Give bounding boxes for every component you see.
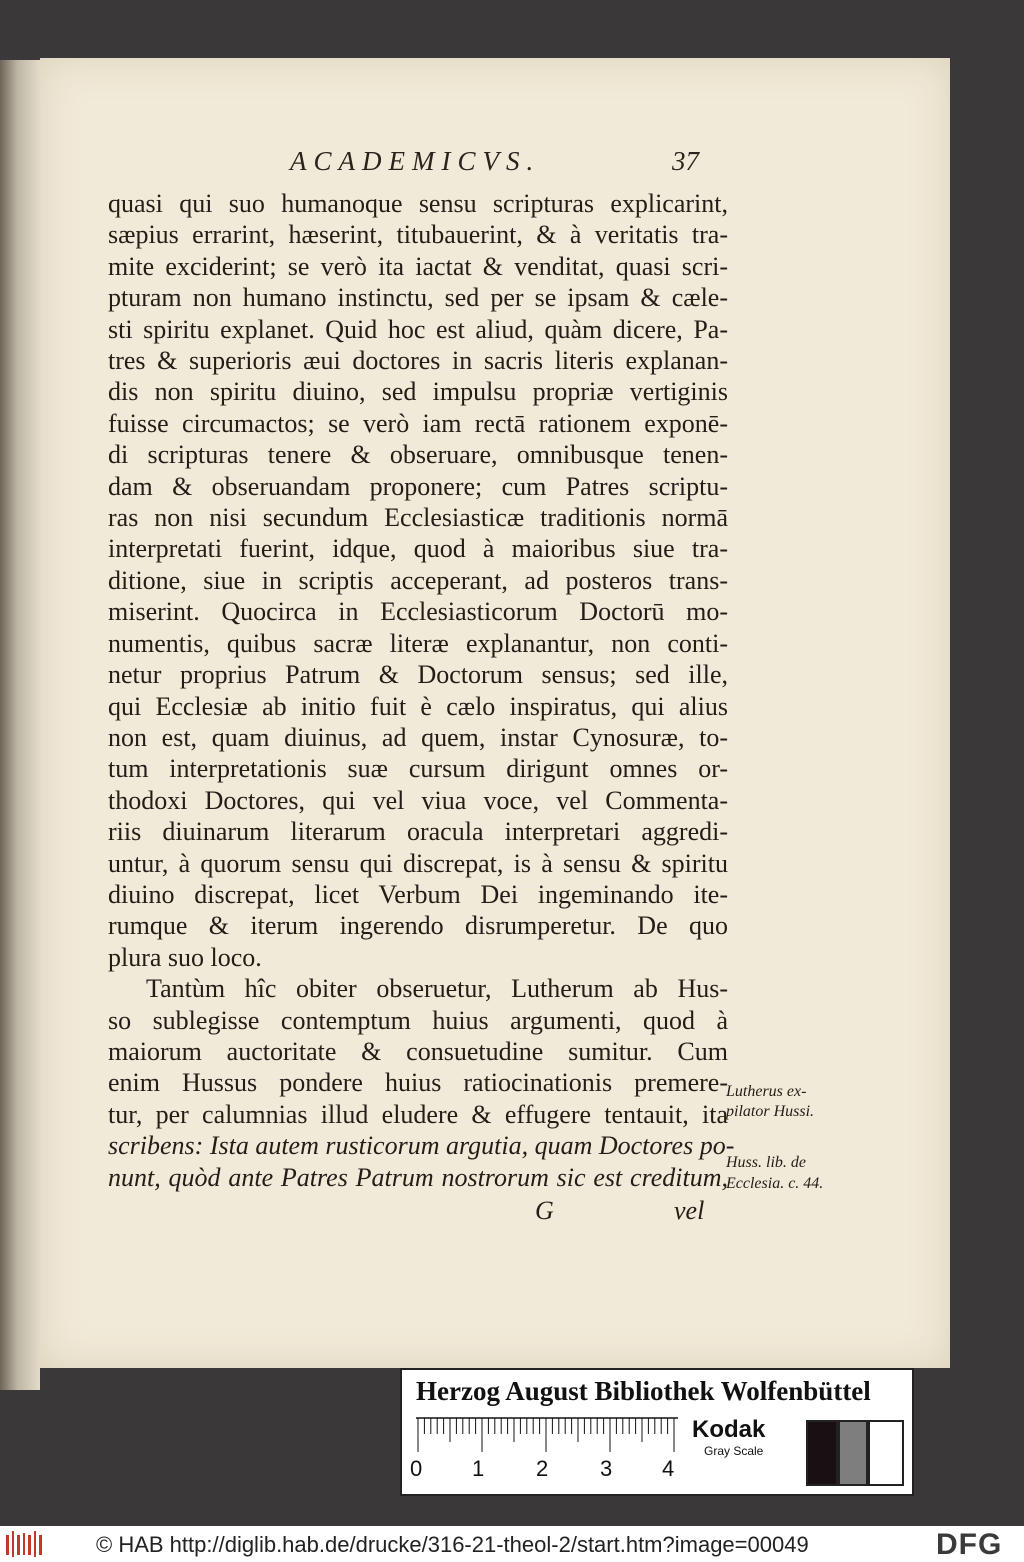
marginal-note: Huss. lib. de <box>726 1154 806 1171</box>
text-line: di scripturas tenere & obseruare, omnibusque tenen- <box>108 440 728 470</box>
measurement-ruler <box>416 1416 686 1456</box>
color-calibration-card <box>400 1368 914 1496</box>
text-line: plura suo loco. <box>108 942 262 972</box>
text-line: sæpius errarint, hæserint, titubauerint, & à veritatis tra- <box>108 220 728 250</box>
text-line: non est, quam diuinus, ad quem, instar Cynosuræ, to- <box>108 722 728 752</box>
barcode-icon <box>6 1531 42 1557</box>
text-line: dam & obseruandam proponere; cum Patres scriptu- <box>108 471 728 501</box>
text-line: ditione, siue in scriptis acceperant, ad posteros trans- <box>108 565 728 595</box>
body-text <box>108 188 735 1193</box>
catchword: vel <box>674 1196 705 1225</box>
text-line: dis non spiritu diuino, sed impulsu propriæ vertiginis <box>108 377 728 407</box>
text-line: sti spiritu explanet. Quid hoc est aliud, quàm dicere, Pa- <box>108 314 728 344</box>
text-line: ras non nisi secundum Ecclesiasticæ traditionis normā <box>108 503 728 533</box>
text-line: tres & superioris æui doctores in sacris literis explanan- <box>108 346 728 376</box>
text-line: netur proprius Patrum & Doctorum sensus; sed ille, <box>108 660 728 690</box>
library-name: Herzog August Bibliothek Wolfenbüttel <box>416 1376 871 1406</box>
text-line: diuino discrepat, licet Verbum Dei ingeminando ite- <box>108 879 728 909</box>
ruler-label: 4 <box>662 1456 675 1481</box>
text-line: tur, per calumnias illud eludere & effugere tentauit, ita <box>108 1099 728 1129</box>
signature-mark: G <box>535 1196 554 1225</box>
text-line: numentis, quibus sacræ literæ explanantur, non conti- <box>108 628 728 658</box>
kodak-logo: Kodak <box>692 1416 766 1443</box>
marginal-note: pilator Hussi. <box>726 1103 815 1120</box>
text-line: fuisse circumactos; se verò iam rectā rationem exponē- <box>108 408 728 438</box>
gray-swatch <box>838 1420 868 1486</box>
text-line: miserint. Quocirca in Ecclesiasticorum Doctorū mo- <box>108 597 728 627</box>
page-number: 37 <box>672 146 699 176</box>
text-line: qui Ecclesiæ ab initio fuit è cælo inspiratus, qui alius <box>108 691 728 721</box>
text-line: thodoxi Doctores, qui vel viua voce, vel Commenta- <box>108 785 728 815</box>
text-line: tum interpretationis suæ cursum dirigunt omnes or- <box>108 754 728 784</box>
black-swatch <box>806 1420 838 1486</box>
text-line: interpretati fuerint, idque, quod à maioribus siue tra- <box>108 534 728 564</box>
dfg-logo: DFG <box>936 1528 1003 1561</box>
text-line: Tantùm hîc obiter obseruetur, Lutherum ab Hus- <box>146 974 728 1004</box>
text-line: mite exciderint; se verò ita iactat & venditat, quasi scri- <box>108 251 728 281</box>
ruler-label: 3 <box>600 1456 613 1481</box>
running-head: ACADEMICVS. <box>290 146 541 176</box>
gray-scale-label: Gray Scale <box>704 1444 764 1458</box>
text-line: enim Hussus pondere huius ratiocinationis premere- <box>108 1068 728 1098</box>
text-line: scribens: Ista autem rusticorum argutia, quam Doctores po- <box>108 1131 735 1161</box>
text-line: riis diuinarum literarum oracula interpretari aggredi- <box>108 817 728 847</box>
white-swatch <box>868 1420 904 1486</box>
adjacent-page-edge <box>0 60 40 1390</box>
text-line: so sublegisse contemptum huius argumenti, quod à <box>108 1005 728 1035</box>
marginal-note: Ecclesia. c. 44. <box>726 1175 824 1192</box>
ruler-label: 0 <box>410 1456 423 1481</box>
text-line: maiorum auctoritate & consuetudine sumitur. Cum <box>108 1036 728 1066</box>
ruler-label: 1 <box>472 1456 485 1481</box>
copyright-url: © HAB http://diglib.hab.de/drucke/316-21-theol-2/start.htm?image=00049 <box>96 1532 809 1557</box>
text-line: rumque & iterum ingerendo disrumperetur. De quo <box>108 911 728 941</box>
marginal-note: Lutherus ex- <box>726 1083 807 1100</box>
text-line: pturam non humano instinctu, sed per se ipsam & cæle- <box>108 283 728 313</box>
text-line: nunt, quòd ante Patres Patrum nostrorum sic est creditum, <box>108 1162 728 1192</box>
text-line: untur, à quorum sensu qui discrepat, is à sensu & spiritu <box>108 848 728 878</box>
text-line: quasi qui suo humanoque sensu scripturas explicarint, <box>108 189 728 218</box>
ruler-label: 2 <box>536 1456 549 1481</box>
